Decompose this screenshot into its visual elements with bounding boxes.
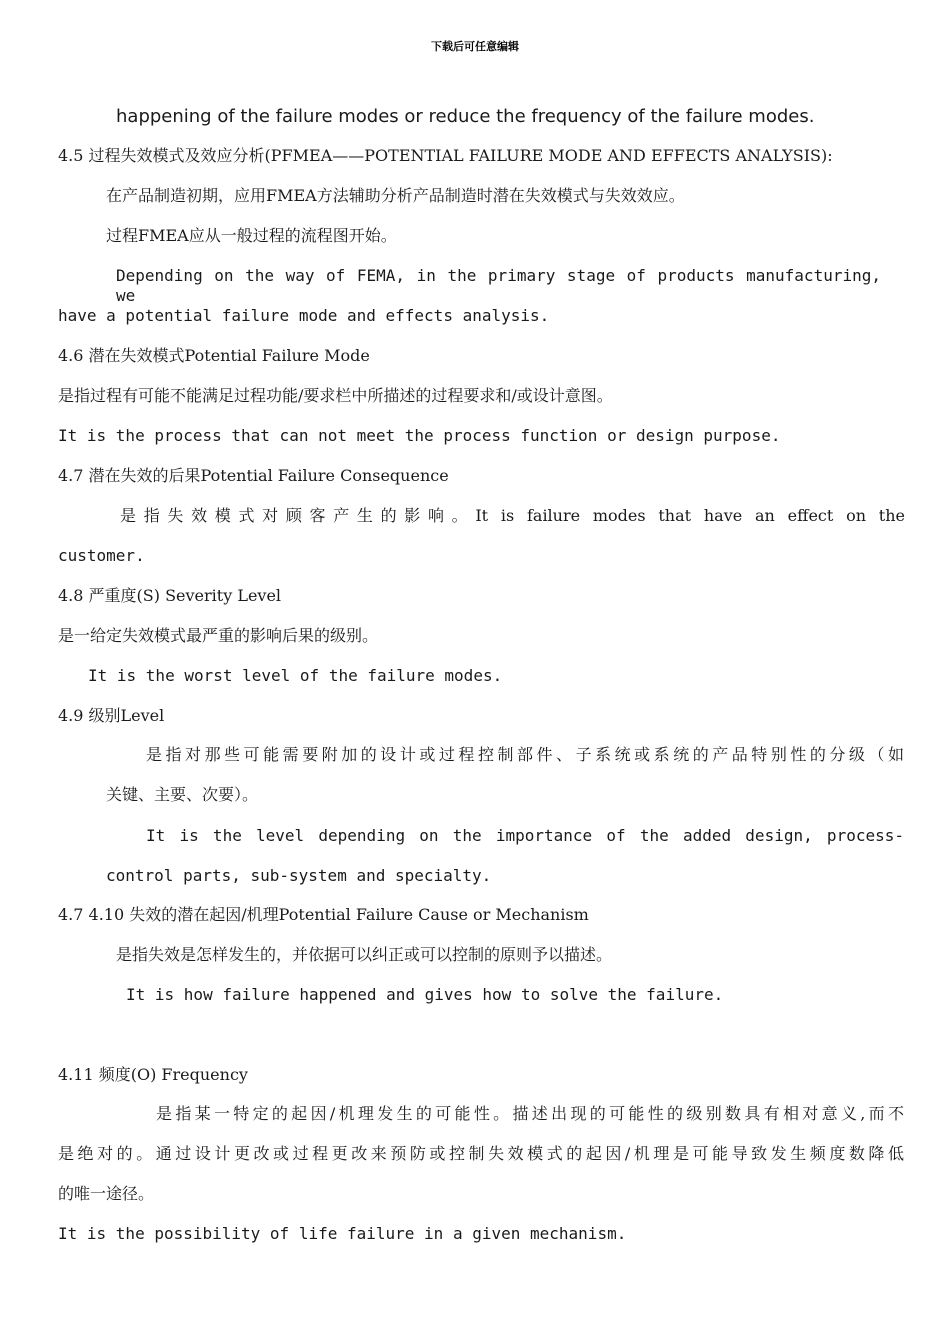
section-4-5-paragraph-2: 过程FMEA应从一般过程的流程图开始。 — [106, 226, 397, 245]
section-4-5-heading: 4.5 过程失效模式及效应分析(PFMEA——POTENTIAL FAILURE MODE AND EFFECTS ANALYSIS): — [58, 146, 833, 165]
section-4-8-paragraph: 是一给定失效模式最严重的影响后果的级别。 — [58, 626, 379, 645]
section-4-7-paragraph-line-2: customer. — [58, 546, 145, 565]
section-4-6-english: It is the process that can not meet the process function or design purpose. — [58, 426, 781, 445]
section-4-10-paragraph: 是指失效是怎样发生的，并依据可以纠正或可以控制的原则予以描述。 — [116, 945, 613, 964]
section-4-10-english: It is how failure happened and gives how to solve the failure. — [126, 985, 724, 1004]
section-4-11-paragraph-line-2: 是绝对的。通过设计更改或过程更改来预防或控制失效模式的起因/机理是可能导致发生频度数降低 — [58, 1144, 904, 1163]
section-4-8-heading: 4.8 严重度(S) Severity Level — [58, 586, 282, 605]
section-4-9-paragraph-line-1: 是指对那些可能需要附加的设计或过程控制部件、子系统或系统的产品特别性的分级（如 — [146, 745, 904, 764]
section-4-6-heading: 4.6 潜在失效模式Potential Failure Mode — [58, 346, 370, 365]
section-4-7-heading: 4.7 潜在失效的后果Potential Failure Consequence — [58, 466, 449, 485]
section-4-9-paragraph-line-2: 关键、主要、次要）。 — [106, 785, 259, 804]
section-4-11-heading: 4.11 频度(O) Frequency — [58, 1065, 248, 1084]
section-4-11-english: It is the possibility of life failure in a given mechanism. — [58, 1224, 627, 1243]
section-4-11-paragraph-line-3: 的唯一途径。 — [58, 1184, 155, 1203]
section-4-8-english: It is the worst level of the failure modes. — [88, 666, 503, 685]
section-4-5-english-line-2: have a potential failure mode and effects analysis. — [58, 306, 550, 325]
section-4-9-english-line-1: It is the level depending on the importance of the added design, process- — [146, 826, 904, 845]
section-4-9-english-line-2: control parts, sub-system and specialty. — [106, 866, 492, 885]
continuation-line: happening of the failure modes or reduce the frequency of the failure modes. — [116, 106, 815, 127]
section-4-11-paragraph-line-1: 是指某一特定的起因/机理发生的可能性。描述出现的可能性的级别数具有相对意义,而不 — [156, 1104, 904, 1123]
page-header: 下载后可任意编辑 — [431, 40, 519, 53]
section-4-5-english-line-1: Depending on the way of FEMA, in the primary stage of products manufacturing, we — [116, 266, 881, 305]
section-4-7-paragraph-line-1: 是指失效模式对顾客产生的影响。It is failure modes that have an effect on the — [120, 506, 905, 525]
section-4-5-paragraph-1: 在产品制造初期，应用FMEA方法辅助分析产品制造时潜在失效模式与失效效应。 — [106, 186, 685, 205]
section-4-9-heading: 4.9 级别Level — [58, 706, 165, 725]
section-4-10-heading: 4.7 4.10 失效的潜在起因/机理Potential Failure Cause or Mechanism — [58, 905, 589, 924]
section-4-6-paragraph: 是指过程有可能不能满足过程功能/要求栏中所描述的过程要求和/或设计意图。 — [58, 386, 613, 405]
